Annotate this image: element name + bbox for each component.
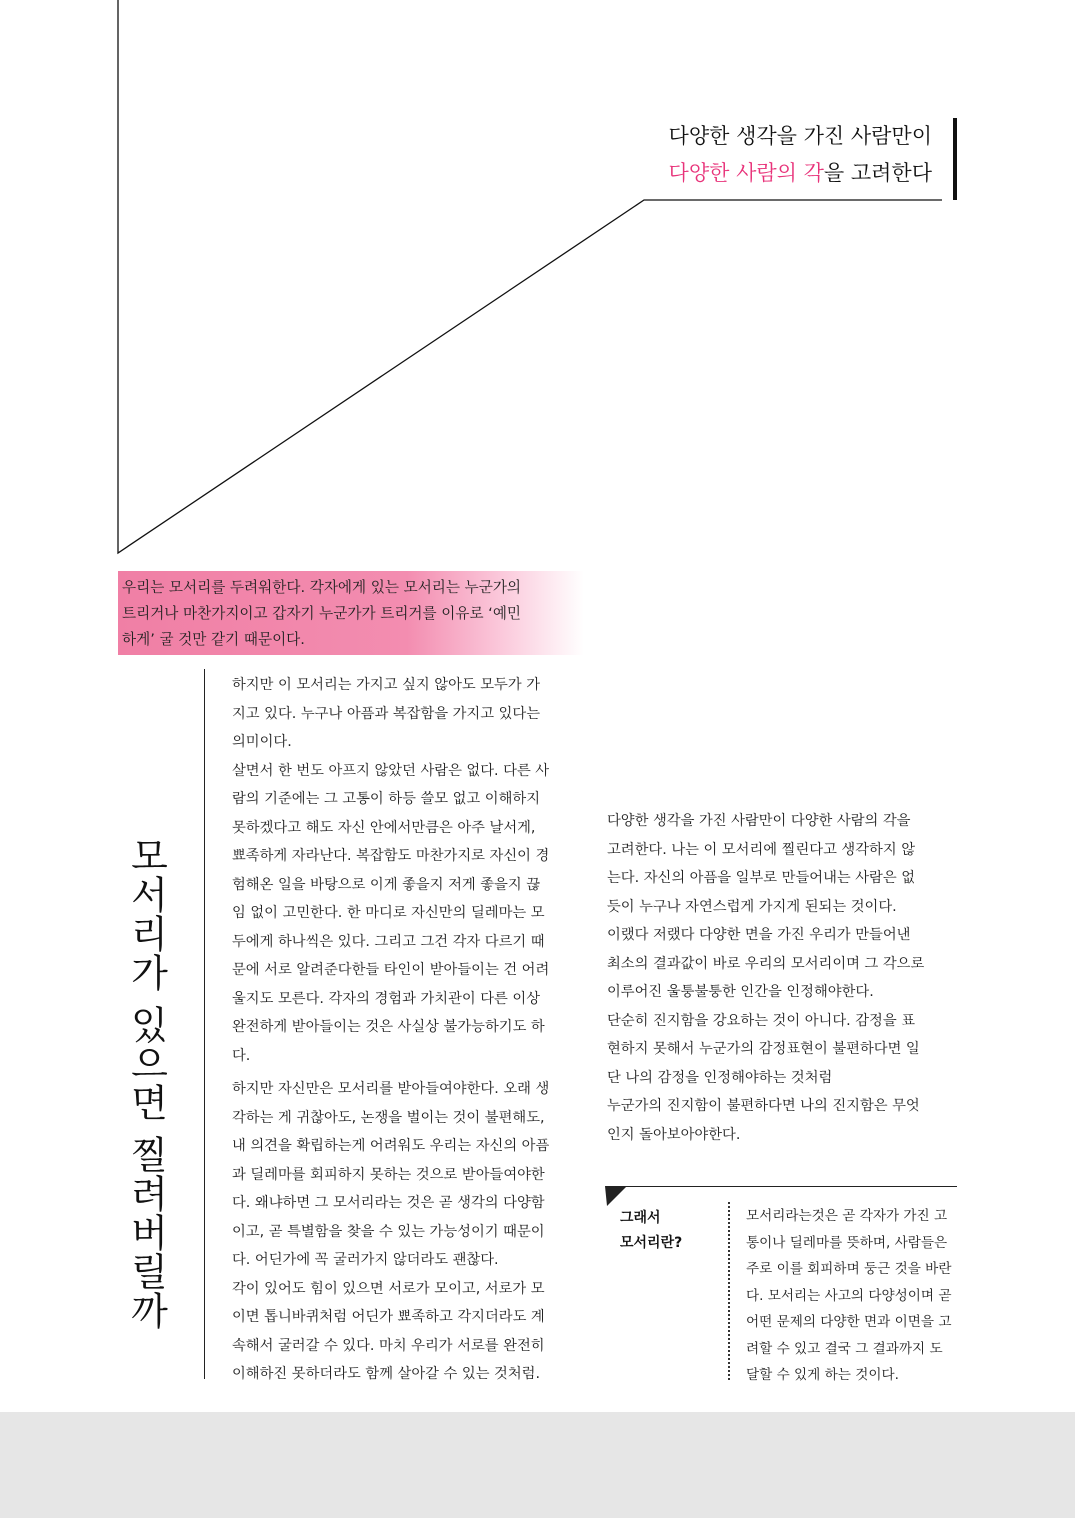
body-paragraph-1: 하지만 이 모서리는 가지고 싶지 않아도 모두가 가 지고 있다. 누구나 아픔과 복잡함을 가지고 있다는 의미이다. 살면서 한 번도 아프지 않았던 사람은 없다. 다른 사 람의 기준에는 그 고통이 하등 쓸모 없고 이해하지 못하겠다고 해도 자신 안에서만큼은 아주 날서게, 뾰족하게 자라난다. 복잡함도 마찬가지로 자신이 경 험해온 일을 바탕으로 이게 좋을지 저게 좋을지 끊 임 없이 고민한다. 한 마디로 자신만의 딜레마는 모 두에게 하나씩은 있다. 그리고 그건 각자 다르기 때 문에 서로 알려준다한들 타인이 받아들이는 건 어려 울지도 모른다. 각자의 경험과 가치관이 다른 이상 완전하게 받아들이는 것은 사실상 불가능하기도 하 다. <box>232 677 550 1064</box>
page-footer-band <box>0 1412 1075 1518</box>
headline-line2 <box>669 155 932 192</box>
sidebar-top-rule <box>607 1186 957 1187</box>
sidebar-dotted-divider <box>728 1202 730 1380</box>
body-paragraph-2: 하지만 자신만은 모서리를 받아들여야한다. 오래 생 각하는 게 귀찮아도, 논쟁을 벌이는 것이 불편해도, 내 의견을 확립하는게 어려워도 우리는 자신의 아픔 과 딜레마를 회피하지 못하는 것으로 받아들여야한 다. 왜냐하면 그 모서리라는 것은 곧 생각의 다양함 이고, 곧 특별함을 찾을 수 있는 가능성이기 때문이 다. 어딘가에 꼭 굴러가지 않더라도 괜찮다. 각이 있어도 힘이 있으면 서로가 모이고, 서로가 모 이면 톱니바퀴처럼 어딘가 뾰족하고 각지더라도 계 속해서 굴러갈 수 있다. 마치 우리가 서로를 완전히 이해하진 못하더라도 함께 살아갈 수 있는 것처럼. <box>232 1081 550 1382</box>
headline-highlight: 다양한 사람의 각 <box>668 161 824 185</box>
headline-line1: 다양한 생각을 가진 사람만이 <box>668 124 932 148</box>
headline <box>669 118 932 192</box>
sidebar-text: 모서리라는것은 곧 각자가 가진 고 통이나 딜레마를 뜻하며, 사람들은 주로 이를 회피하며 둥근 것을 바란 다. 모서리는 사고의 다양성이며 곧 어떤 문제의 다양한 면과 이면을 고 려할 수 있고 결국 그 결과까지 도 달할 수 있게 하는 것이다. <box>746 1208 952 1383</box>
headline-line2-rest: 을 고려한다 <box>823 161 932 185</box>
intro-highlight-box: 우리는 모서리를 두려워한다. 각자에게 있는 모서리는 누군가의 트리거나 마찬가지이고 갑자기 누군가가 트리거를 이유로 ‘예민 하게’ 굴 것만 같기 때문이다. <box>118 571 584 655</box>
column-divider <box>204 669 205 1379</box>
vertical-title: 모서리가 있으면 찔려버릴까 <box>124 836 168 1331</box>
sidebar-label: 그래서 모서리란? <box>620 1210 683 1251</box>
headline-accent-bar <box>953 118 957 200</box>
body-paragraph-3: 다양한 생각을 가진 사람만이 다양한 사람의 각을 고려한다. 나는 이 모서리에 찔린다고 생각하지 않 는다. 자신의 아픔을 일부로 만들어내는 사람은 없 듯이 누구나 자연스럽게 가지게 된되는 것이다. 이랬다 저랬다 다양한 면을 가진 우리가 만들어낸 최소의 결과값이 바로 우리의 모서리이며 그 각으로 이루어진 울퉁불퉁한 인간을 인정해야한다. 단순히 진지함을 강요하는 것이 아니다. 감정을 표 현하지 못해서 누군가의 감정표현이 불편하다면 일 단 나의 감정을 인정해야하는 것처럼 누군가의 진지함이 불편하다면 나의 진지함은 무엇 인지 돌아보아야한다. <box>607 813 925 1143</box>
